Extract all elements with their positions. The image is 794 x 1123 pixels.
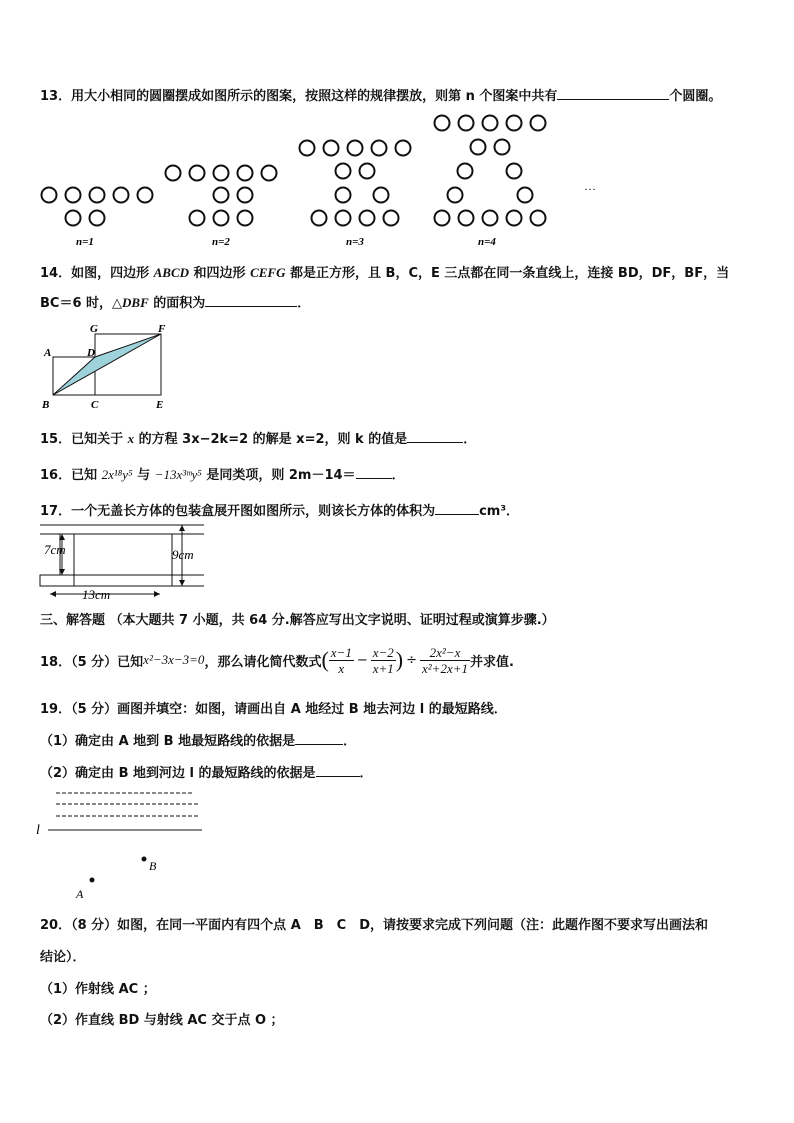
q19-sub1-text: （1）确定由 A 地到 B 地最短路线的依据是: [40, 734, 296, 749]
q14-text-b: 和四边形: [189, 266, 251, 281]
q14-text-a: 14．如图，四边形: [40, 266, 154, 281]
circle: [238, 211, 253, 226]
q20-sub2: [40, 1009, 284, 1028]
q16-end: ．: [391, 468, 405, 483]
q18-text-b: ，那么请化简代数式: [204, 654, 322, 670]
label-9cm: 9cm: [172, 547, 194, 562]
q13-text: [40, 85, 721, 104]
circle: [138, 188, 153, 203]
point-a: [90, 878, 95, 883]
q19-sub1-end: ．: [343, 734, 357, 749]
circle: [300, 141, 315, 156]
q18-minus: −: [356, 652, 368, 668]
label-e: E: [156, 399, 164, 411]
q13-label-n4: n=4: [478, 236, 496, 248]
circle: [90, 188, 105, 203]
circle: [66, 188, 81, 203]
q19-sub2-text: （2）确定由 B 地到河边 l 的最短路线的依据是: [40, 766, 316, 781]
q18-fraction-2: $\frac{x-2}{x+1}$: [372, 644, 394, 676]
label-c: C: [91, 399, 99, 411]
q20-text-1: 20．（8 分）如图，在同一平面内有四个点 A B C D，请按要求完成下列问题（注：此题作图不要求写出画法和: [40, 918, 708, 933]
q15-answer-blank[interactable]: [407, 430, 463, 443]
label-b: B: [42, 399, 50, 411]
q13-label-n2: n=2: [212, 236, 230, 248]
circle: [66, 211, 81, 226]
q15-text-a: 15．已知关于: [40, 432, 128, 447]
triangle-dbf: [53, 334, 161, 395]
q13-label-n3: n=3: [346, 236, 364, 248]
q14-end: ．: [297, 296, 311, 311]
section3-text: 三、解答题 （本大题共 7 小题，共 64 分.解答应写出文字说明、证明过程或演算步骤.）: [40, 613, 555, 628]
q15-x: x: [127, 431, 135, 446]
label-13cm: 13cm: [82, 587, 111, 602]
q17-prompt: 17．一个无盖长方体的包装盒展开图如图所示，则该长方体的体积为: [40, 504, 436, 519]
circle: [190, 166, 205, 181]
q15-text: [40, 428, 476, 447]
circle: [507, 211, 522, 226]
q18-divide: ÷: [406, 652, 418, 668]
circle: [214, 211, 229, 226]
q16-text-c: 是同类项，则 2m－14＝: [201, 468, 356, 483]
q14-line2-a: BC＝6 时，△: [40, 296, 123, 311]
q19-river-figure: [34, 788, 234, 901]
q17-box-net-figure: [36, 520, 216, 600]
q18-text-c: 并求值.: [470, 654, 514, 670]
q13-prompt: 13．用大小相同的圆圈摆成如图所示的图案，按照这样的规律摆放，则第 n 个图案中共有: [40, 89, 558, 104]
q17-unit: cm³．: [479, 504, 520, 519]
q16-term2: −13x³ᵐy⁵: [154, 467, 202, 482]
q18-fraction-1: $\frac{x-1}{x}$: [330, 644, 352, 676]
section3-heading: [40, 609, 555, 628]
q13-ellipsis: …: [584, 179, 596, 193]
q14-line1: [40, 262, 729, 281]
circle: [531, 116, 546, 131]
q16-text-b: 与: [132, 468, 155, 483]
q19-sub2: [40, 762, 373, 781]
circle: [214, 188, 229, 203]
label-d: D: [87, 347, 95, 359]
circle: [435, 116, 450, 131]
circle: [518, 188, 533, 203]
circle: [448, 188, 463, 203]
q18-fraction-3: $\frac{\text{2x²−x}}{\text{x²+2x+1}}$: [422, 644, 468, 676]
circle: [360, 211, 375, 226]
label-a: A: [76, 887, 84, 901]
circle: [435, 211, 450, 226]
q13-answer-blank[interactable]: [557, 87, 669, 100]
circle: [262, 166, 277, 181]
circle: [372, 141, 387, 156]
circle: [483, 116, 498, 131]
q16-text-a: 16．已知: [40, 468, 102, 483]
q19-sub1-blank[interactable]: [295, 732, 343, 745]
q17-answer-blank[interactable]: [435, 502, 479, 515]
q14-line2: [40, 292, 310, 311]
circle: [459, 211, 474, 226]
q15-end: ．: [463, 432, 477, 447]
q19-sub2-end: ．: [359, 766, 373, 781]
point-b: [142, 857, 147, 862]
circle: [483, 211, 498, 226]
q19-sub1: [40, 730, 356, 749]
q20-line1: [40, 914, 708, 933]
q13-circle-patterns: [0, 105, 794, 265]
circle: [374, 188, 389, 203]
circle: [507, 164, 522, 179]
q19-sub2-blank[interactable]: [316, 764, 360, 777]
circle: [336, 188, 351, 203]
circle: [471, 140, 486, 155]
q18-text-a: 18．（5 分）已知: [40, 654, 144, 670]
circle: [458, 164, 473, 179]
q13-suffix: 个圆圈。: [669, 89, 722, 104]
label-a: A: [44, 347, 52, 359]
q17-text: [40, 500, 519, 519]
q16-text: [40, 464, 405, 483]
q14-cefg: CEFG: [250, 265, 286, 280]
q14-dbf: DBF: [122, 295, 149, 310]
q14-line2-b: 的面积为: [148, 296, 206, 311]
circle: [90, 211, 105, 226]
circle: [384, 211, 399, 226]
label-l: l: [36, 823, 40, 838]
circle: [531, 211, 546, 226]
q20-sub2-text: （2）作直线 BD 与射线 AC 交于点 O ；: [40, 1013, 284, 1028]
q19-text: [40, 698, 507, 717]
label-g: G: [90, 323, 98, 335]
q14-text-c: 都是正方形，且 B，C，E 三点都在同一条直线上，连接 BD，DF，BF，当: [285, 266, 730, 281]
q14-squares-figure: [40, 322, 180, 412]
circle: [396, 141, 411, 156]
circle: [348, 141, 363, 156]
circle: [495, 140, 510, 155]
q14-abcd: ABCD: [153, 265, 190, 280]
circle: [360, 164, 375, 179]
q16-term1: 2x¹⁸y⁵: [101, 467, 133, 482]
q14-answer-blank[interactable]: [205, 294, 297, 307]
label-7cm: 7cm: [44, 542, 66, 557]
circle: [336, 164, 351, 179]
label-b: B: [149, 859, 157, 873]
q19-prompt: 19．（5 分）画图并填空：如图，请画出自 A 地经过 B 地去河边 l 的最短路线．: [40, 702, 507, 717]
circle: [507, 116, 522, 131]
circle: [459, 116, 474, 131]
circle: [238, 188, 253, 203]
label-f: F: [158, 323, 166, 335]
circle: [42, 188, 57, 203]
q15-text-b: 的方程 3x−2k=2 的解是 x=2，则 k 的值是: [134, 432, 408, 447]
q20-sub1-text: （1）作射线 AC ；: [40, 982, 156, 997]
q20-line2: [40, 946, 86, 965]
q20-text-2: 结论）．: [40, 950, 86, 965]
q18-condition: x²−3x−3=0: [143, 652, 205, 667]
circle: [166, 166, 181, 181]
circle: [238, 166, 253, 181]
circle: [214, 166, 229, 181]
circle: [190, 211, 205, 226]
circle: [336, 211, 351, 226]
q20-sub1: [40, 978, 156, 997]
circle: [324, 141, 339, 156]
circle: [312, 211, 327, 226]
q16-answer-blank[interactable]: [356, 466, 392, 479]
q18-text: 18．（5 分）已知 x²−3x−3=0 ，那么请化简代数式 ( $\frac{x-1}{x}$ − $\frac{x-2}{x+1}$ ) ÷ $\frac{\text{2x²−x}}{\text{x²+2x+1}}$ 并求值.: [40, 644, 514, 676]
q13-label-n1: n=1: [76, 236, 94, 248]
circle: [114, 188, 129, 203]
